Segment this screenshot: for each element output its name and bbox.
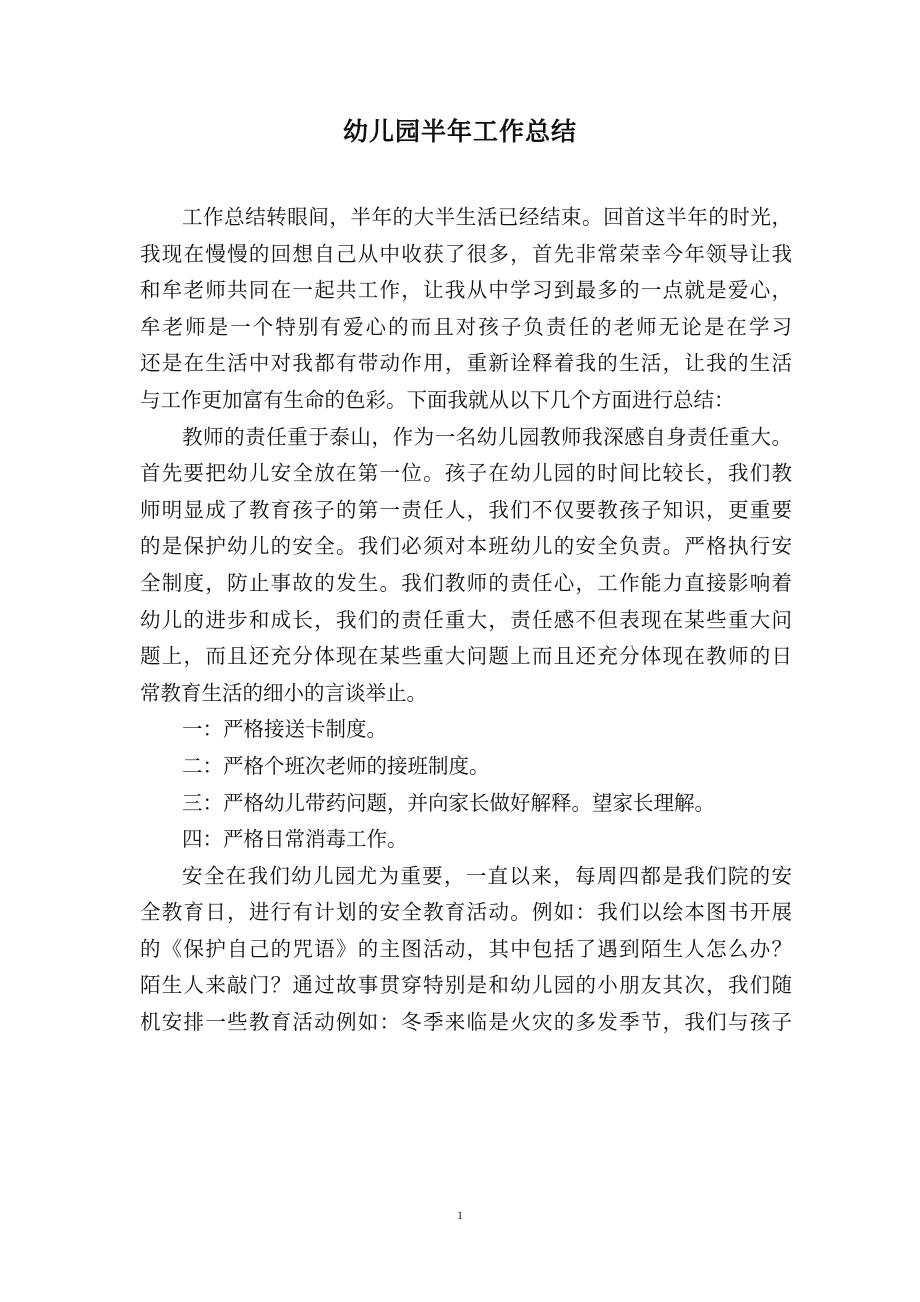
- paragraph-line: 与工作更加富有生命的色彩。下面我就从以下几个方面进行总结：: [140, 387, 735, 412]
- paragraph-line: 首先要把幼儿安全放在第一位。孩子在幼儿园的时间比较长，我们教: [140, 461, 792, 486]
- list-item: 三：严格幼儿带药问题，并向家长做好解释。望家长理解。: [182, 790, 715, 815]
- list-item: 四：严格日常消毒工作。: [182, 827, 408, 852]
- paragraph-line: 的是保护幼儿的安全。我们必须对本班幼儿的安全负责。严格执行安: [140, 534, 792, 559]
- paragraph-line: 工作总结转眼间，半年的大半生活已经结束。回首这半年的时光，: [182, 205, 792, 229]
- document-title: 幼儿园半年工作总结: [342, 117, 577, 146]
- paragraph-line: 和牟老师共同在一起共工作，让我从中学习到最多的一点就是爱心，: [140, 278, 792, 303]
- paragraph-line: 陌生人来敲门？通过故事贯穿特别是和幼儿园的小朋友其次，我们随: [140, 973, 792, 998]
- paragraph-line: 全制度，防止事故的发生。我们教师的责任心，工作能力直接影响着: [140, 570, 792, 595]
- paragraph-line: 题上，而且还充分体现在某些重大问题上而且还充分体现在教师的日: [140, 644, 792, 669]
- page-number: 1: [457, 1208, 463, 1222]
- paragraph-line: 幼儿的进步和成长，我们的责任重大，责任感不但表现在某些重大问: [140, 607, 792, 632]
- paragraph-line: 安全在我们幼儿园尤为重要，一直以来，每周四都是我们院的安: [182, 863, 792, 888]
- paragraph-line: 常教育生活的细小的言谈举止。: [140, 680, 427, 705]
- paragraph-line: 的《保护自己的咒语》的主图活动，其中包括了遇到陌生人怎么办？: [140, 936, 792, 961]
- paragraph-line: 师明显成了教育孩子的第一责任人，我们不仅要教孩子知识，更重要: [140, 497, 792, 522]
- paragraph-line: 全教育日，进行有计划的安全教育活动。例如：我们以绘本图书开展: [140, 900, 792, 925]
- paragraph-line: 机安排一些教育活动例如：冬季来临是火灾的多发季节，我们与孩子: [140, 1010, 792, 1035]
- list-item: 二：严格个班次老师的接班制度。: [182, 753, 490, 778]
- paragraph-line: 还是在生活中对我都有带动作用，重新诠释着我的生活，让我的生活: [140, 351, 792, 376]
- document-body: [140, 199, 792, 1041]
- paragraph-line: 教师的责任重于泰山，作为一名幼儿园教师我深感自身责任重大。: [182, 424, 792, 449]
- paragraph-line: 牟老师是一个特别有爱心的而且对孩子负责任的老师无论是在学习: [140, 314, 792, 339]
- paragraph-line: 我现在慢慢的回想自己从中收获了很多，首先非常荣幸今年领导让我: [140, 241, 792, 266]
- list-item: 一：严格接送卡制度。: [182, 717, 387, 742]
